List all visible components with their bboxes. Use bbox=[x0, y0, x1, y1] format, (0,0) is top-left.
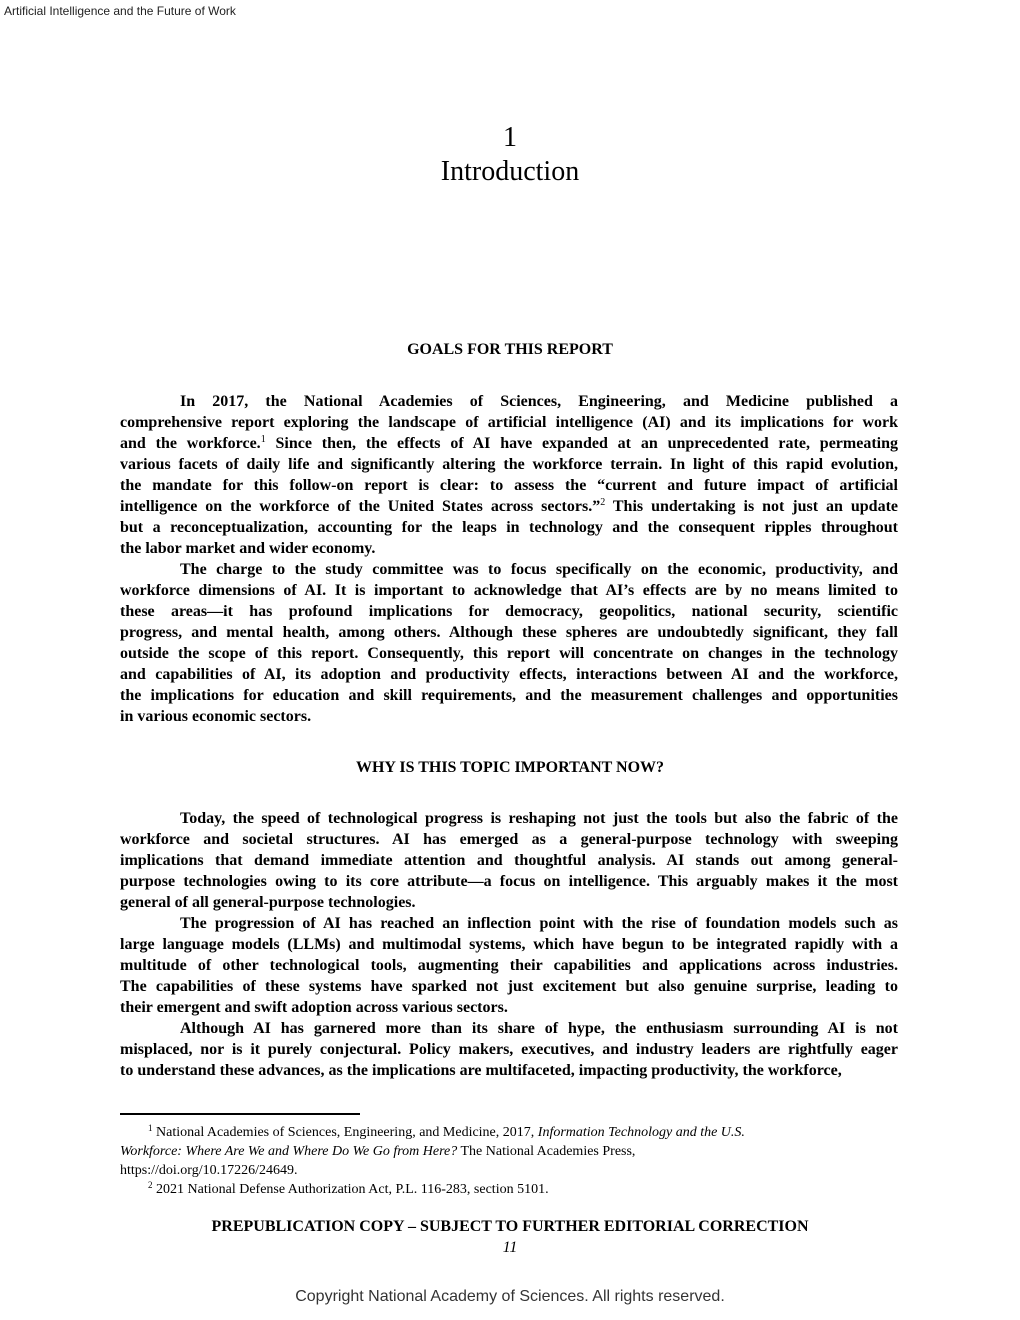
text-line: multitude of other technological tools, augmenting their capabilities and applications across industries. bbox=[120, 957, 898, 974]
text-line: these areas—it has profound implications for democracy, geopolitics, national security, scientific bbox=[120, 603, 898, 620]
paragraph bbox=[120, 559, 898, 727]
text-line: general of all general-purpose technologies. bbox=[120, 894, 416, 911]
footnote-text: The National Academies Press, bbox=[457, 1144, 636, 1159]
text-line: but a reconceptualization, accounting for the leaps in technology and the consequent ripples throughout bbox=[120, 519, 898, 536]
text-line: workforce and societal structures. AI has emerged as a general-purpose technology with sweeping bbox=[120, 831, 898, 848]
text-line: the labor market and wider economy. bbox=[120, 540, 376, 557]
copyright-notice: Copyright National Academy of Sciences. All rights reserved. bbox=[295, 1288, 725, 1305]
footnote-1-cont bbox=[120, 1142, 880, 1161]
paragraph bbox=[120, 1018, 898, 1081]
text-line: large language models (LLMs) and multimodal systems, which have begun to be integrated rapidly with a bbox=[120, 936, 898, 953]
footnote-1-doi[interactable]: https://doi.org/10.17226/24649. bbox=[120, 1163, 298, 1178]
footnote-marker: 1 bbox=[148, 1123, 153, 1133]
text-line: and the workforce.$^1$ Since then, the effects of AI have expanded at an unprecedented rate, permeating bbox=[120, 434, 898, 452]
text-line: Although AI has garnered more than its share of hype, the enthusiasm surrounding AI is not bbox=[180, 1020, 898, 1037]
section-heading-why-now: WHY IS THIS TOPIC IMPORTANT NOW? bbox=[355, 759, 665, 776]
text-line: outside the scope of this report. Consequently, this report will concentrate on changes in the technology bbox=[120, 645, 898, 662]
running-header: Artificial Intelligence and the Future of Work bbox=[4, 4, 236, 18]
text-line: various facets of daily life and significantly altering the workforce terrain. In light of this rapid evolution, bbox=[120, 456, 898, 473]
text-line: implications that demand immediate attention and thoughtful analysis. AI stands out among general- bbox=[120, 852, 898, 869]
text-line: intelligence on the workforce of the United States across sectors.”$^2$ This undertaking is not just an update bbox=[120, 497, 899, 515]
footnotes bbox=[120, 1123, 880, 1199]
footnote-divider bbox=[120, 1113, 360, 1115]
footnote-1 bbox=[120, 1123, 880, 1142]
prepublication-notice: PREPUBLICATION COPY – SUBJECT TO FURTHER EDITORIAL CORRECTION bbox=[211, 1218, 809, 1235]
paragraph bbox=[120, 913, 898, 1018]
text-line: and capabilities of AI, its adoption and productivity effects, interactions between AI and the workforce, bbox=[120, 666, 898, 683]
footnote-title: Information Technology and the U.S. bbox=[537, 1125, 745, 1140]
text-line: their emergent and swift adoption across various sectors. bbox=[120, 999, 508, 1016]
section-body-goals bbox=[120, 391, 898, 727]
page-number: 11 bbox=[502, 1239, 518, 1256]
text-line: workforce dimensions of AI. It is important to acknowledge that AI’s effects are by no means limited to bbox=[120, 582, 898, 599]
text-line: Today, the speed of technological progress is reshaping not just the tools but also the fabric of the bbox=[180, 810, 898, 827]
text-line: the mandate for this follow-on report is clear: to assess the “current and future impact of artificial bbox=[120, 477, 898, 494]
text-line: comprehensive report exploring the landscape of artificial intelligence (AI) and its implications for work bbox=[120, 414, 898, 431]
chapter-number: 1 bbox=[503, 122, 517, 153]
text-line: purpose technologies owing to its core attribute—a focus on intelligence. This arguably makes it the most bbox=[120, 873, 898, 890]
section-body-why-now bbox=[120, 808, 898, 1081]
text-line: misplaced, nor is it purely conjectural. Policy makers, executives, and industry leaders are rightfully eager bbox=[120, 1041, 898, 1058]
text-line: The capabilities of these systems have sparked not just excitement but also genuine surprise, leading to bbox=[120, 978, 898, 995]
paragraph bbox=[120, 808, 898, 913]
footnote-text: 2021 National Defense Authorization Act, P.L. 116-283, section 5101. bbox=[156, 1182, 549, 1197]
footnote-2 bbox=[120, 1180, 880, 1199]
section-heading-goals: GOALS FOR THIS REPORT bbox=[407, 341, 613, 358]
text-line: progress, and mental health, among others. Although these spheres are undoubtedly significant, they fall bbox=[120, 624, 898, 641]
paragraph bbox=[120, 391, 898, 559]
footnote-ref[interactable]: 2 bbox=[600, 497, 606, 508]
text-line: The progression of AI has reached an inflection point with the rise of foundation models such as bbox=[180, 915, 898, 932]
footnote-text: National Academies of Sciences, Engineering, and Medicine, 2017, bbox=[156, 1125, 538, 1140]
footnote-ref[interactable]: 1 bbox=[260, 434, 266, 445]
text-line: The charge to the study committee was to focus specifically on the economic, productivity, and bbox=[180, 561, 898, 578]
footnote-title: Workforce: Where Are We and Where Do We Go from Here? bbox=[120, 1144, 458, 1159]
chapter-title: Introduction bbox=[440, 156, 580, 187]
text-line: to understand these advances, as the implications are multifaceted, impacting productivity, the workforce, bbox=[120, 1062, 842, 1079]
footnote-marker: 2 bbox=[148, 1180, 153, 1190]
text-line: in various economic sectors. bbox=[120, 708, 312, 725]
text-line: In 2017, the National Academies of Sciences, Engineering, and Medicine published a bbox=[180, 393, 898, 410]
text-line: the implications for education and skill requirements, and the measurement challenges and opportunities bbox=[120, 687, 898, 704]
